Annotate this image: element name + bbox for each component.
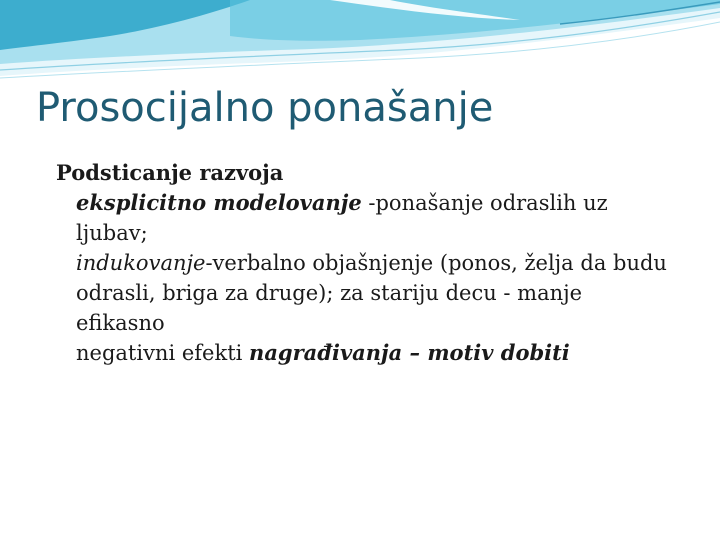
slide-title: Prosocijalno ponašanje <box>36 85 494 131</box>
bullet-1-emphasis: eksplicitno modelovanje <box>76 190 362 215</box>
bullet-2-emphasis: indukovanje <box>76 251 206 275</box>
subheading: Podsticanje razvoja <box>56 160 284 185</box>
bullet-2-text: -verbalno objašnjenje (ponos, želja da budu odrasli, briga za druge); za stariju decu - manje efikasno <box>76 251 667 335</box>
bullet-3-emphasis: nagrađivanja – motiv dobiti <box>249 340 570 365</box>
bullet-1-text: -ponašanje odraslih uz ljubav; <box>76 191 608 245</box>
slide-content <box>56 158 676 368</box>
bullet-item-3 <box>56 338 676 368</box>
bullet-3-text: negativni efekti <box>76 341 250 365</box>
bullet-item-2 <box>56 248 676 338</box>
bullet-item-1 <box>56 188 676 248</box>
header-wave-decoration <box>0 0 720 90</box>
